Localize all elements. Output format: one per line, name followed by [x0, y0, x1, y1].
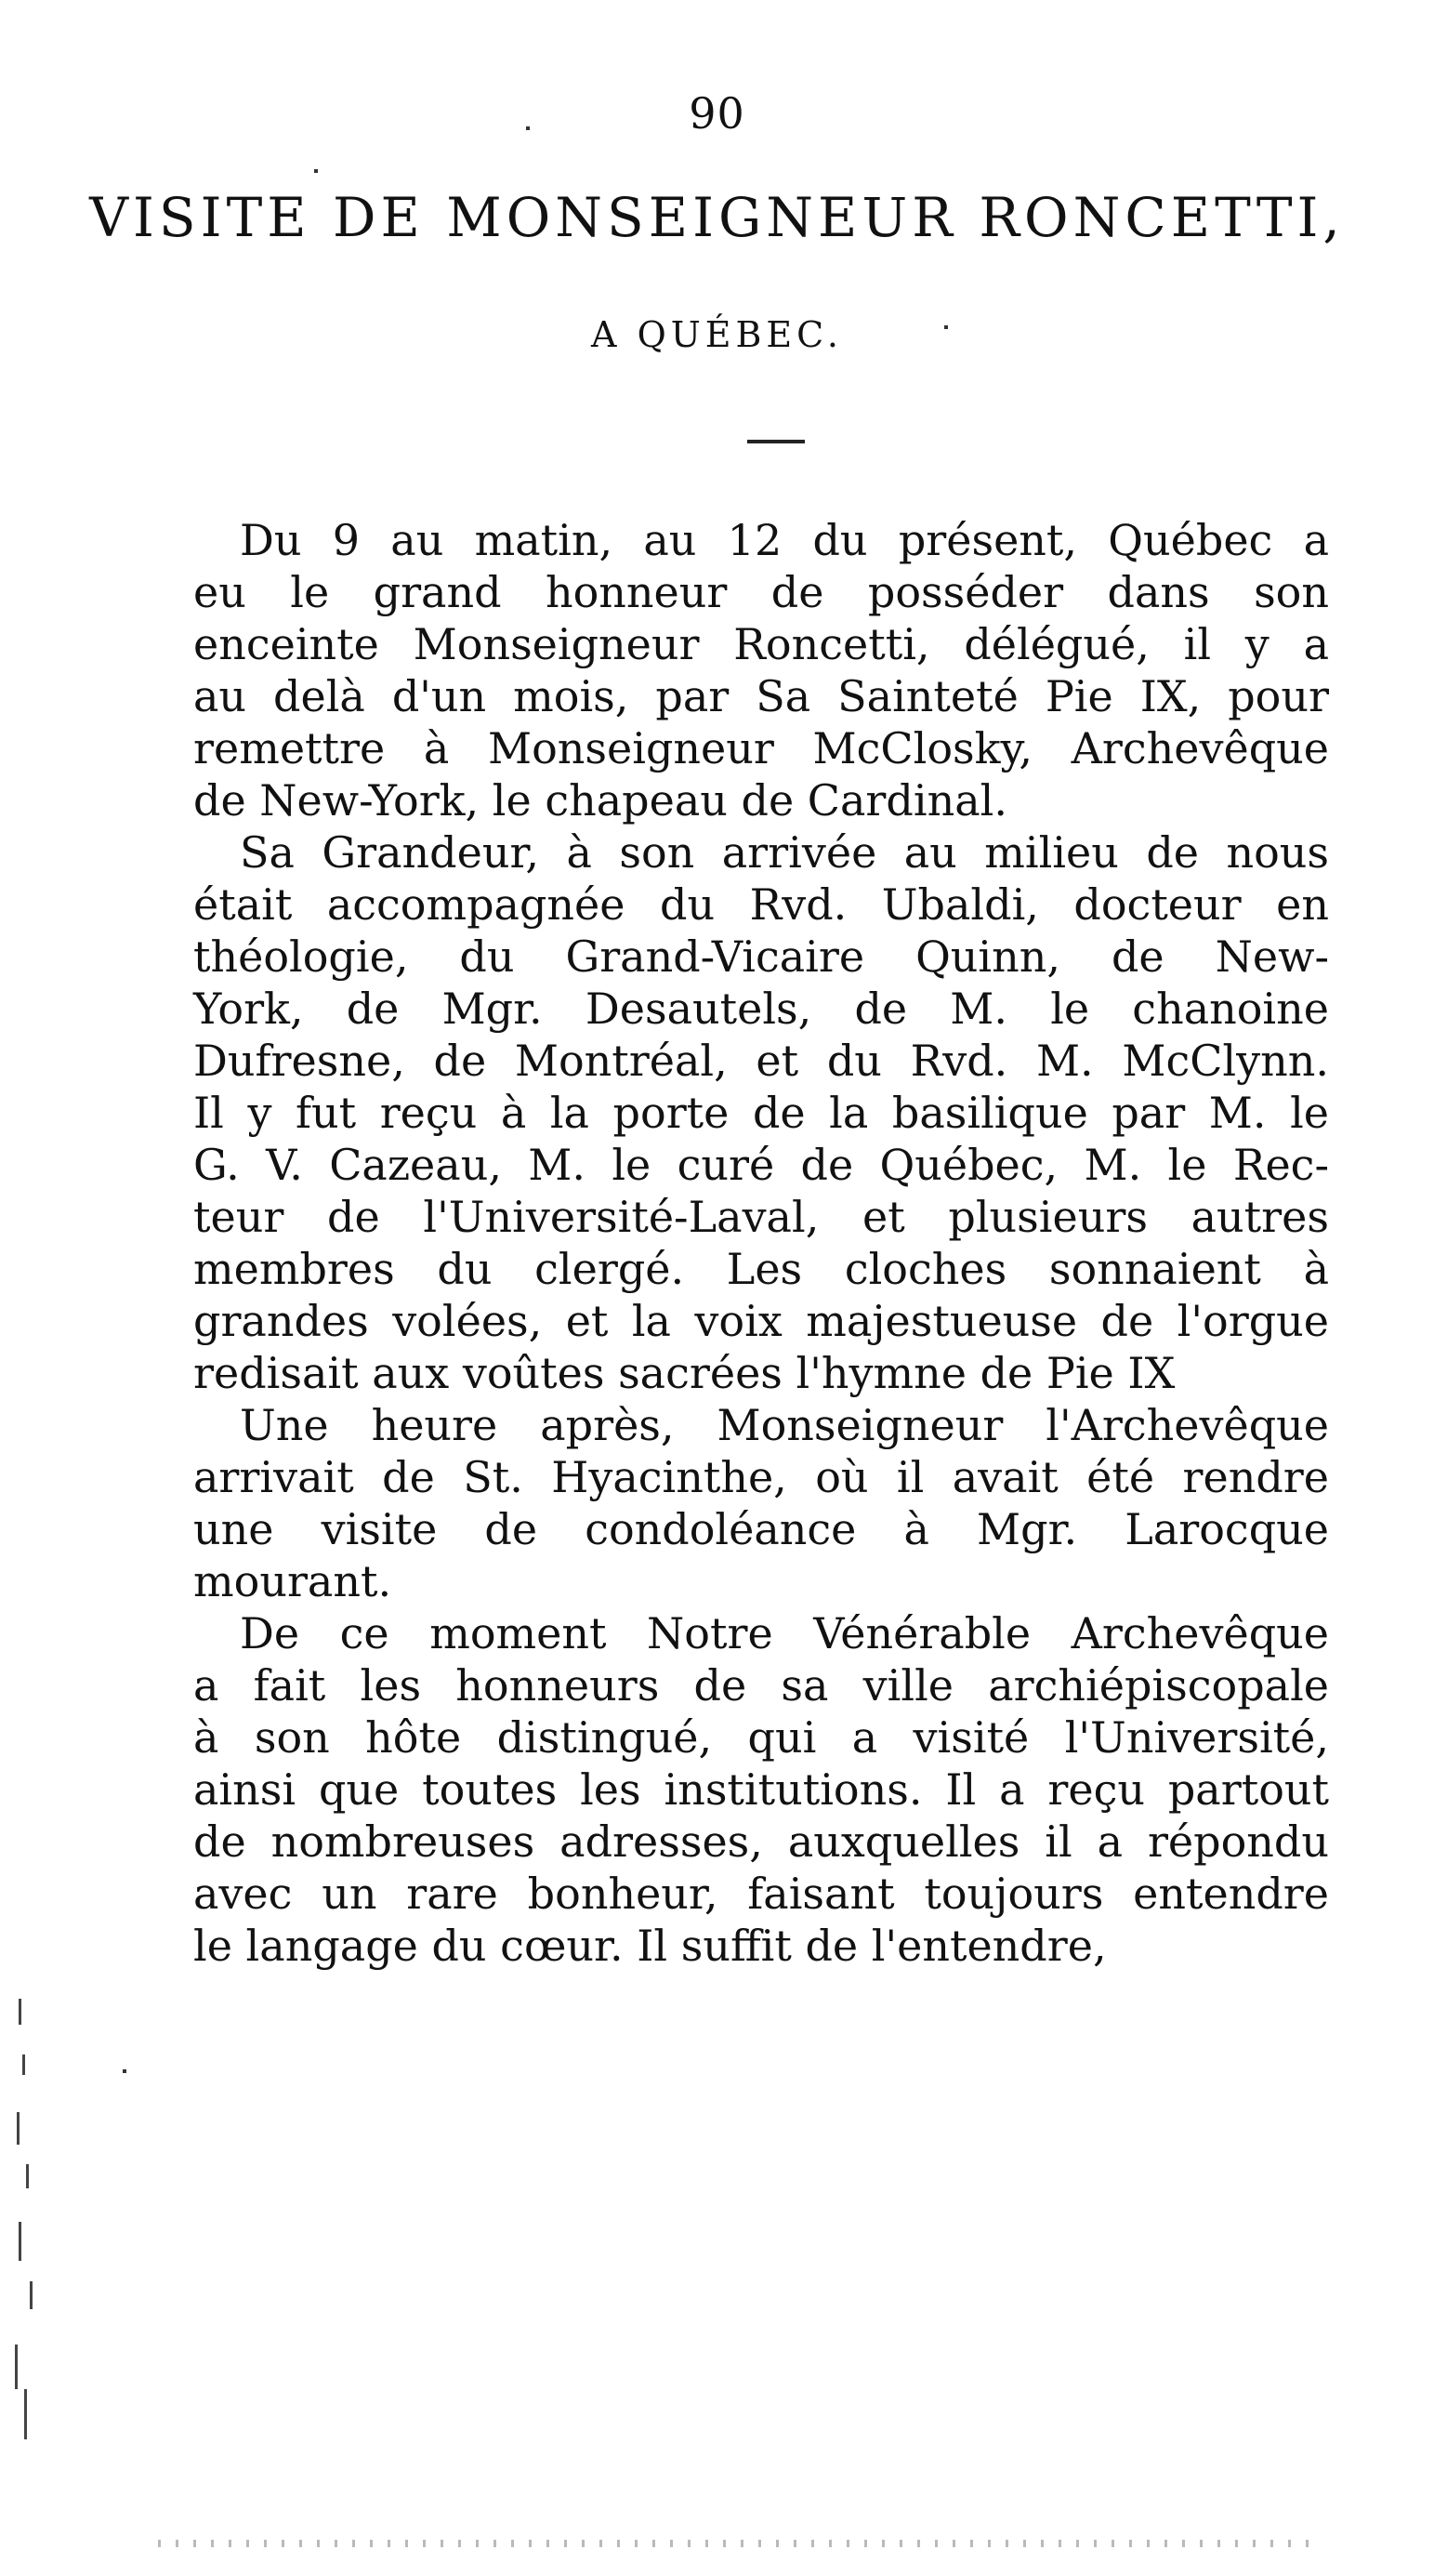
text-line: de New-York, le chapeau de Cardinal. [193, 775, 1007, 826]
text-line: York, de Mgr. Desautels, de M. le chanoine [193, 984, 1329, 1034]
paragraph-4 [193, 1607, 1329, 1972]
text-line: au delà d'un mois, par Sa Sainteté Pie IX, pour [193, 671, 1329, 721]
text-line: Une heure après, Monseigneur l'Archevêque [240, 1400, 1329, 1450]
text-line: avec un rare bonheur, faisant toujours entendre [193, 1869, 1329, 1919]
title-divider [747, 440, 805, 443]
scan-mark [19, 1999, 21, 2025]
scan-mark [30, 2281, 33, 2309]
article-body [193, 514, 1329, 1972]
paragraph-3 [193, 1399, 1329, 1607]
text-line: une visite de condoléance à Mgr. Larocque [193, 1504, 1329, 1554]
text-line: grandes volées, et la voix majestueuse de l'orgue [193, 1296, 1329, 1346]
scan-mark [15, 2345, 18, 2389]
text-line: enceinte Monseigneur Roncetti, délégué, il y a [193, 619, 1329, 669]
text-line: était accompagnée du Rvd. Ubaldi, docteur en [193, 879, 1329, 930]
text-line: membres du clergé. Les cloches sonnaient à [193, 1244, 1329, 1294]
scan-speck [526, 126, 530, 130]
article-title: VISITE DE MONSEIGNEUR RONCETTI, [89, 186, 1345, 249]
page-number: 90 [689, 88, 745, 139]
text-line: Dufresne, de Montréal, et du Rvd. M. McClynn. [193, 1036, 1329, 1086]
scan-speck [944, 325, 948, 329]
text-line: teur de l'Université-Laval, et plusieurs autres [193, 1192, 1329, 1242]
scan-mark [22, 2054, 25, 2075]
scan-mark [26, 2164, 29, 2188]
text-line: le langage du cœur. Il suffit de l'entendre, [193, 1921, 1107, 1971]
text-line: mourant. [193, 1556, 392, 1606]
text-line: à son hôte distingué, qui a visité l'Université, [193, 1712, 1329, 1763]
scan-speck [123, 2069, 126, 2073]
scan-margin-marks [7, 1989, 39, 2473]
scan-mark [19, 2222, 21, 2261]
text-line: théologie, du Grand-Vicaire Quinn, de New- [193, 931, 1329, 982]
text-line: remettre à Monseigneur McClosky, Archevêque [193, 723, 1329, 773]
paragraph-2 [193, 826, 1329, 1399]
text-line: G. V. Cazeau, M. le curé de Québec, M. le Rec- [193, 1140, 1329, 1190]
text-line: a fait les honneurs de sa ville archiépiscopale [193, 1660, 1329, 1711]
scan-mark [17, 2112, 20, 2145]
scan-speck [314, 169, 318, 173]
text-line: Il y fut reçu à la porte de la basilique par M. le [193, 1088, 1329, 1138]
scan-bottom-noise [158, 2540, 1320, 2547]
scan-mark [24, 2389, 27, 2439]
text-line: redisait aux voûtes sacrées l'hymne de Pie IX [193, 1348, 1176, 1398]
text-line: Sa Grandeur, à son arrivée au milieu de nous [240, 827, 1329, 878]
text-line: De ce moment Notre Vénérable Archevêque [240, 1608, 1329, 1658]
text-line: eu le grand honneur de posséder dans son [193, 567, 1329, 617]
text-line: ainsi que toutes les institutions. Il a reçu partout [193, 1764, 1329, 1815]
article-subtitle: A QUÉBEC. [591, 314, 843, 355]
text-line: arrivait de St. Hyacinthe, où il avait été rendre [193, 1452, 1329, 1502]
text-line: de nombreuses adresses, auxquelles il a répondu [193, 1816, 1329, 1867]
paragraph-1 [193, 514, 1329, 826]
text-line: Du 9 au matin, au 12 du présent, Québec a [240, 515, 1329, 565]
